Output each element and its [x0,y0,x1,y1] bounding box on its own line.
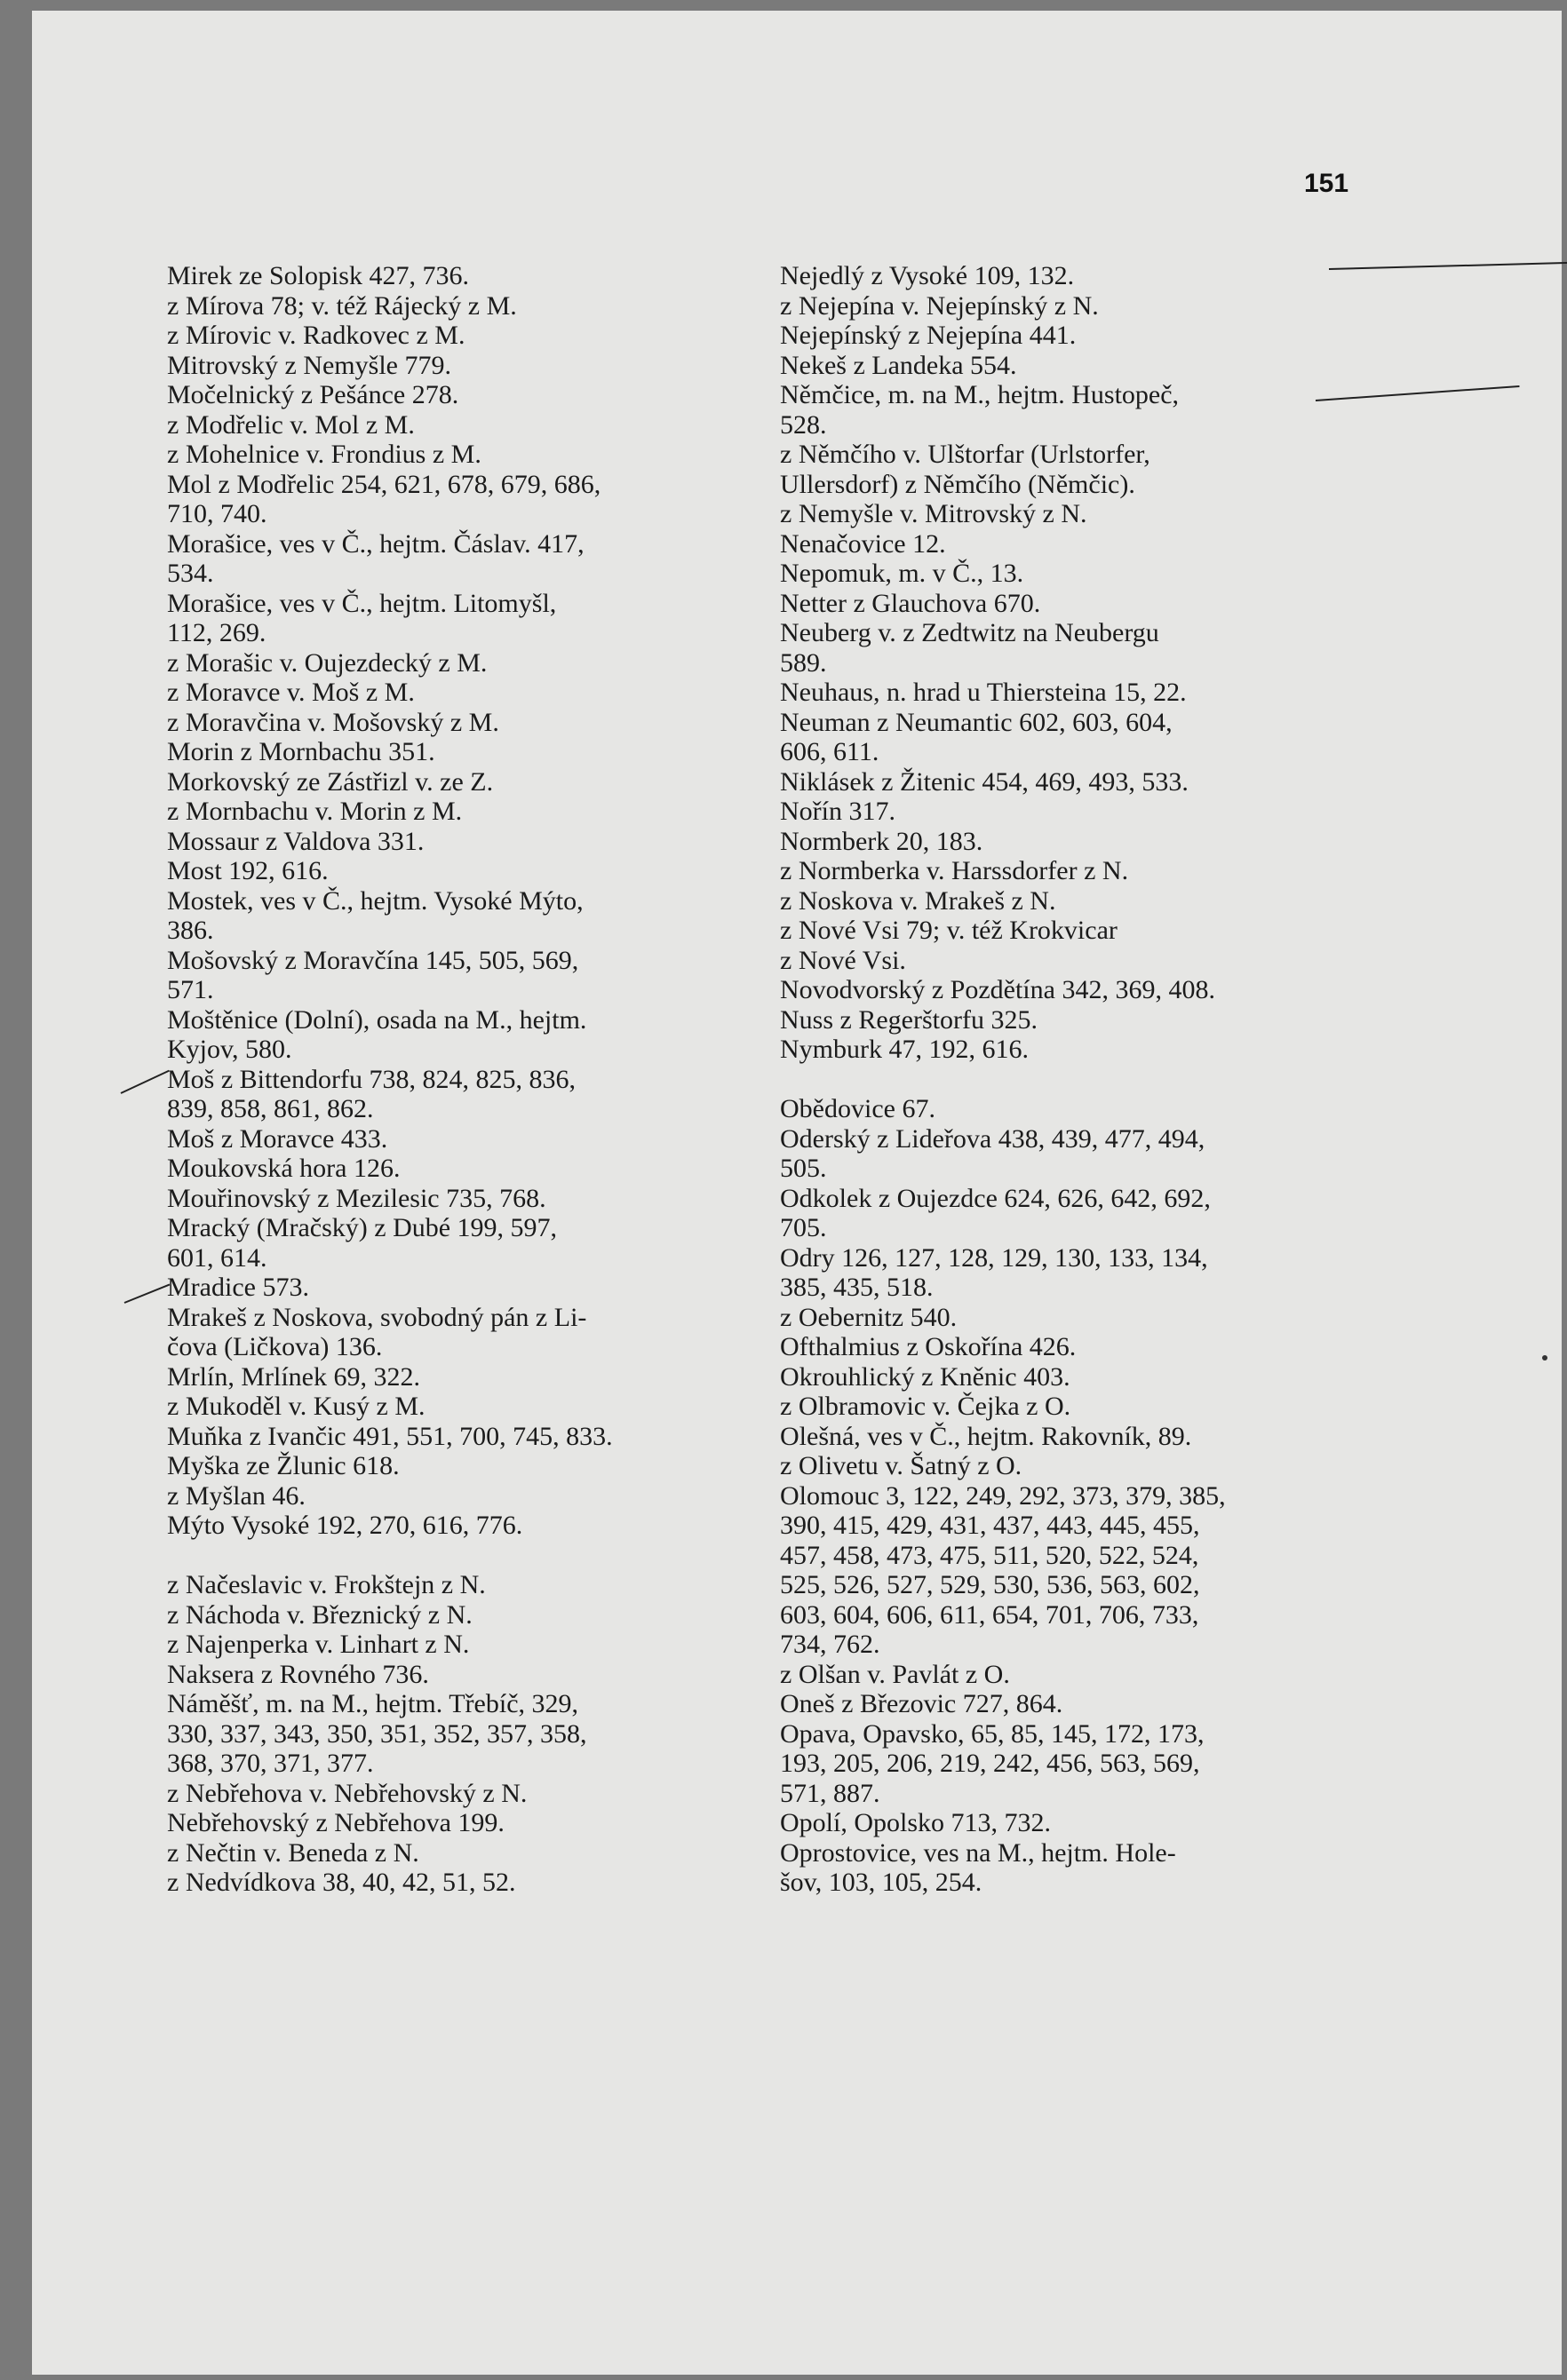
index-entry-line: Nořín 317. [780,797,895,826]
index-entry-line: z Mírovic v. Radkovec z M. [167,321,465,350]
index-entry-line: z Nedvídkova 38, 40, 42, 51, 52. [167,1868,516,1897]
index-entry-line: z Mírova 78; v. též Rájecký z M. [167,290,517,321]
page-number: 151 [1304,169,1349,198]
index-entry-line: 734, 762. [780,1630,880,1659]
index-entry-line: Mostek, ves v Č., hejtm. Vysoké Mýto, [167,885,584,916]
index-entry-line: čova (Ličkova) 136. [167,1332,383,1361]
index-entry-line: Moukovská hora 126. [167,1154,401,1183]
index-entry-line: z Normberka v. Harssdorfer z N. [780,856,1129,885]
index-entry-line: Mossaur z Valdova 331. [167,826,425,856]
index-entry-line: z Moravce v. Moš z M. [167,678,415,707]
index-entry-line: Novodvorský z Pozdětína 342, 369, 408. [780,975,1215,1004]
index-entry-line: Opolí, Opolsko 713, 732. [780,1808,1052,1837]
index-entry-line: Moštěnice (Dolní), osada na M., hejtm. [167,1004,587,1035]
index-entry-line: z Nové Vsi 79; v. též Krokvicar [780,916,1118,945]
index-entry-line: z Nejepína v. Nejepínský z N. [780,290,1099,321]
index-entry-line: 571. [167,975,214,1004]
index-column-left [167,261,743,1898]
index-entry-line: 193, 205, 206, 219, 242, 456, 563, 569, [780,1749,1200,1778]
index-entry-line: Obědovice 67. [780,1094,935,1123]
index-entry-line: 368, 370, 371, 377. [167,1749,374,1778]
index-entry-line: Nejedlý z Vysoké 109, 132. [780,261,1075,290]
index-entry-line: 390, 415, 429, 431, 437, 443, 445, 455, [780,1511,1200,1540]
index-entry-line: Nebřehovský z Nebřehova 199. [167,1808,505,1837]
index-entry-line: 386. [167,916,214,945]
index-entry-line: Mol z Modřelic 254, 621, 678, 679, 686, [167,469,601,499]
index-entry-line: z Oebernitz 540. [780,1302,958,1332]
index-entry-line: z Noskova v. Mrakeš z N. [780,885,1056,916]
pencil-mark [124,1283,171,1303]
index-entry-line: Mracký (Mračský) z Dubé 199, 597, [167,1213,558,1242]
index-entry-line: Kyjov, 580. [167,1035,292,1064]
index-entry-line: z Morašic v. Oujezdecký z M. [167,647,488,678]
index-entry-line: 606, 611. [780,737,879,766]
index-entry-line: Oderský z Lideřova 438, 439, 477, 494, [780,1123,1205,1154]
index-entry-line: z Olivetu v. Šatný z O. [780,1451,1022,1480]
index-entry-line: 528. [780,409,827,440]
index-entry-line: z Nebřehova v. Nebřehovský z N. [167,1778,528,1808]
index-entry-line: 457, 458, 473, 475, 511, 520, 522, 524, [780,1540,1199,1570]
index-entry-line: Mouřinovský z Mezilesic 735, 768. [167,1183,546,1213]
index-entry-line: z Mohelnice v. Frondius z M. [167,440,481,469]
index-entry-line: Němčice, m. na M., hejtm. Hustopeč, [780,380,1180,409]
index-entry-line: Náměšť, m. na M., hejtm. Třebíč, 329, [167,1689,579,1718]
index-entry-line: 589. [780,647,827,678]
section-gap [780,1065,1353,1095]
index-entry-line: Morin z Mornbachu 351. [167,737,435,766]
index-entry-line: 710, 740. [167,499,267,528]
section-gap [167,1541,743,1571]
index-entry-line: Normberk 20, 183. [780,826,983,856]
pencil-mark [1329,262,1567,270]
index-column-right [780,261,1353,1898]
index-entry-line: 505. [780,1154,827,1183]
index-entry-line: 839, 858, 861, 862. [167,1094,374,1123]
index-entry-line: Neuhaus, n. hrad u Thiersteina 15, 22. [780,678,1187,707]
index-entry-line: Neuberg v. z Zedtwitz na Neubergu [780,618,1159,647]
index-entry-line: 603, 604, 606, 611, 654, 701, 706, 733, [780,1599,1199,1630]
index-entry-line: z Načeslavic v. Frokštejn z N. [167,1570,486,1599]
index-entry-line: Nepomuk, m. v Č., 13. [780,559,1024,588]
book-page [32,11,1562,2375]
index-entry-line: Oprostovice, ves na M., hejtm. Hole- [780,1837,1176,1868]
index-entry-line: Oneš z Březovic 727, 864. [780,1689,1063,1718]
index-entry-line: Mradice 573. [167,1273,309,1302]
index-entry-line: Morkovský ze Zástřizl v. ze Z. [167,766,494,797]
index-entry-line: Mitrovský z Nemyšle 779. [167,350,451,380]
ink-dot [1542,1355,1547,1361]
index-entry-line: Most 192, 616. [167,856,329,885]
index-entry-line: z Nemyšle v. Mitrovský z N. [780,499,1087,528]
index-entry-line: Mirek ze Solopisk 427, 736. [167,261,469,290]
index-entry-line: z Nové Vsi. [780,945,906,975]
index-entry-line: 705. [780,1213,827,1242]
index-entry-line: 385, 435, 518. [780,1273,934,1302]
index-entry-line: Neuman z Neumantic 602, 603, 604, [780,707,1173,737]
index-entry-line: 601, 614. [167,1242,267,1273]
pencil-mark [121,1070,170,1094]
index-entry-line: Nuss z Regerštorfu 325. [780,1004,1038,1035]
index-entry-line: z Olbramovic v. Čejka z O. [780,1392,1071,1421]
index-entry-line: Olomouc 3, 122, 249, 292, 373, 379, 385, [780,1480,1226,1511]
index-entry-line: Nekeš z Landeka 554. [780,350,1017,380]
index-entry-line: 525, 526, 527, 529, 530, 536, 563, 602, [780,1570,1200,1599]
index-entry-line: Olešná, ves v Č., hejtm. Rakovník, 89. [780,1421,1192,1451]
index-entry-line: Niklásek z Žitenic 454, 469, 493, 533. [780,766,1189,797]
index-entry-line: 330, 337, 343, 350, 351, 352, 357, 358, [167,1718,587,1749]
index-entry-line: Okrouhlický z Kněnic 403. [780,1361,1070,1392]
index-entry-line: Mrlín, Mrlínek 69, 322. [167,1361,420,1392]
index-entry-line: Nymburk 47, 192, 616. [780,1035,1029,1064]
index-entry-line: z Moravčina v. Mošovský z M. [167,707,499,737]
index-entry-line: Močelnický z Pešánce 278. [167,380,459,409]
index-entry-line: Odry 126, 127, 128, 129, 130, 133, 134, [780,1242,1208,1273]
index-entry-line: Mýto Vysoké 192, 270, 616, 776. [167,1511,523,1540]
index-entry-line: Netter z Glauchova 670. [780,588,1041,618]
index-entry-line: Mošovský z Moravčína 145, 505, 569, [167,945,579,975]
index-entry-line: Mrakeš z Noskova, svobodný pán z Li- [167,1302,587,1332]
index-entry-line: Odkolek z Oujezdce 624, 626, 642, 692, [780,1183,1211,1213]
index-entry-line: Nenačovice 12. [780,528,946,559]
index-entry-line: Opava, Opavsko, 65, 85, 145, 172, 173, [780,1718,1205,1749]
index-entry-line: Ofthalmius z Oskořína 426. [780,1332,1077,1361]
index-entry-line: Muňka z Ivančic 491, 551, 700, 745, 833. [167,1421,613,1451]
index-entry-line: z Olšan v. Pavlát z O. [780,1659,1010,1689]
index-entry-line: Moš z Bittendorfu 738, 824, 825, 836, [167,1064,576,1094]
index-entry-line: z Myšlan 46. [167,1480,306,1511]
index-entry-line: Naksera z Rovného 736. [167,1659,429,1689]
index-entry-line: z Nečtin v. Beneda z N. [167,1837,419,1868]
index-entry-line: z Mukoděl v. Kusý z M. [167,1392,426,1421]
index-entry-line: Myška ze Žlunic 618. [167,1451,400,1480]
index-entry-line: 534. [167,559,214,588]
index-entry-line: z Mornbachu v. Morin z M. [167,797,463,826]
index-entry-line: z Najenperka v. Linhart z N. [167,1630,470,1659]
index-entry-line: Moš z Moravce 433. [167,1123,388,1154]
index-entry-line: šov, 103, 105, 254. [780,1868,982,1897]
index-entry-line: 571, 887. [780,1778,880,1808]
index-entry-line: z Modřelic v. Mol z M. [167,409,415,440]
index-entry-line: z Němčího v. Ulštorfar (Urlstorfer, [780,440,1150,469]
index-entry-line: Nejepínský z Nejepína 441. [780,321,1077,350]
index-entry-line: z Náchoda v. Březnický z N. [167,1599,473,1630]
index-entry-line: Ullersdorf) z Němčího (Němčic). [780,469,1135,499]
index-entry-line: Morašice, ves v Č., hejtm. Litomyšl, [167,588,557,618]
index-entry-line: 112, 269. [167,618,266,647]
index-entry-line: Morašice, ves v Č., hejtm. Čáslav. 417, [167,528,585,559]
